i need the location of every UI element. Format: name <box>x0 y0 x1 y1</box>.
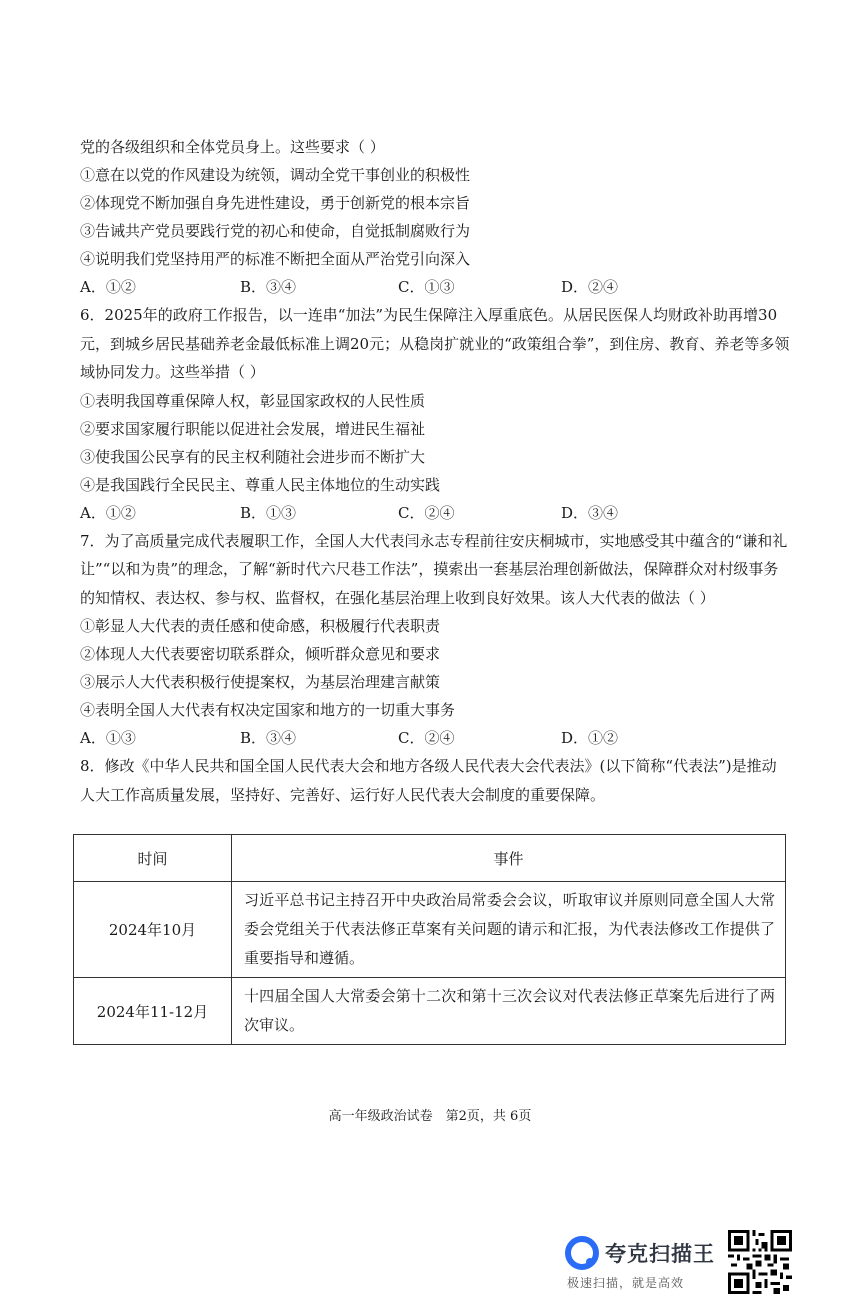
q6-options <box>80 499 790 527</box>
q7-options <box>80 724 790 752</box>
qr-code-icon <box>728 1230 792 1294</box>
table-header-time: 时间 <box>74 835 232 882</box>
table-cell-event: 习近平总书记主持召开中央政治局常委会会议，听取审议并原则同意全国人大常委会党组关于代表法修正草案有关问题的请示和汇报，为代表法修改工作提供了重要指导和遵循。 <box>232 882 786 978</box>
q6-statement-1: ①表明我国尊重保障人权，彰显国家政权的人民性质 <box>80 391 426 410</box>
q6-option-c: C．②④ <box>398 503 455 522</box>
brand-name: 夸克扫描王 <box>605 1242 715 1266</box>
quark-logo-icon <box>565 1236 599 1270</box>
q6-option-a: A．①② <box>80 503 136 522</box>
q7-option-d: D．①② <box>561 729 619 747</box>
scanner-watermark <box>565 1232 725 1292</box>
table-row <box>74 882 786 978</box>
q7-option-a: A．①③ <box>80 729 136 747</box>
table-cell-event: 十四届全国人大常委会第十二次和第十三次会议对代表法修正草案先后进行了两次审议。 <box>232 978 786 1045</box>
page-footer: 高一年级政治试卷 第2页，共 6页 <box>328 1109 532 1124</box>
q7-option-c: C．②④ <box>398 729 455 747</box>
q5-stem-tail: 党的各级组织和全体党员身上。这些要求（ ） <box>80 138 385 156</box>
table-header-event: 事件 <box>232 835 786 882</box>
q5-option-b: B．③④ <box>240 278 297 296</box>
q5-statement-1: ①意在以党的作风建设为统领，调动全党干事创业的积极性 <box>80 166 471 184</box>
q5-option-c: C．①③ <box>398 278 455 296</box>
q7-statement-2: ②体现人大代表要密切联系群众，倾听群众意见和要求 <box>80 645 441 663</box>
q6-stem: 6．2025年的政府工作报告，以一连串“加法”为民生保障注入厚重底色。从居民医保人均财政补助再增30元，到城乡居民基础养老金最低标准上调20元；从稳岗扩就业的“政策组合拳”，到住房、教育、养老等多领域协同发力。这些举措（ ） <box>80 306 790 381</box>
q6-option-d: D．③④ <box>561 503 619 522</box>
table-cell-time: 2024年10月 <box>74 882 232 978</box>
table-row <box>74 978 786 1045</box>
q7-statement-3: ③展示人大代表积极行使提案权，为基层治理建言献策 <box>80 673 441 691</box>
q5-option-a: A．①② <box>80 278 136 296</box>
q7-stem: 7．为了高质量完成代表履职工作，全国人大代表闫永志专程前往安庆桐城市，实地感受其中蕴含的“谦和礼让”“以和为贵”的理念，了解“新时代六尺巷工作法”，摸索出一套基层治理创新做法，保障群众对村级事务的知情权、表达权、参与权、监督权，在强化基层治理上收到良好效果。该人大代表的做法（ ） <box>80 531 788 607</box>
q6-statement-2: ②要求国家履行职能以促进社会发展，增进民生福祉 <box>80 419 426 438</box>
q6-option-b: B．①③ <box>240 503 297 522</box>
table-header-row <box>74 835 786 882</box>
q5-option-d: D．②④ <box>561 278 619 296</box>
q6-statement-4: ④是我国践行全民民主、尊重人民主体地位的生动实践 <box>80 475 441 494</box>
events-table <box>73 834 786 1045</box>
q7-statement-1: ①彰显人大代表的责任感和使命感，积极履行代表职责 <box>80 617 441 635</box>
question-content <box>80 133 790 809</box>
brand-slogan: 极速扫描，就是高效 <box>567 1276 685 1290</box>
q7-statement-4: ④表明全国人大代表有权决定国家和地方的一切重大事务 <box>80 701 456 719</box>
q5-statement-4: ④说明我们党坚持用严的标准不断把全面从严治党引向深入 <box>80 250 471 268</box>
q5-options <box>80 273 790 301</box>
q5-statement-3: ③告诫共产党员要践行党的初心和使命，自觉抵制腐败行为 <box>80 222 471 240</box>
q8-stem: 8．修改《中华人民共和国全国人民代表大会和地方各级人民代表大会代表法》(以下简称“代表法”)是推动人大工作高质量发展，坚持好、完善好、运行好人民代表大会制度的重要保障。 <box>80 757 777 804</box>
q5-statement-2: ②体现党不断加强自身先进性建设，勇于创新党的根本宗旨 <box>80 194 471 212</box>
q7-option-b: B．③④ <box>240 729 297 747</box>
table-cell-time: 2024年11-12月 <box>74 978 232 1045</box>
q6-statement-3: ③使我国公民享有的民主权利随社会进步而不断扩大 <box>80 447 426 466</box>
